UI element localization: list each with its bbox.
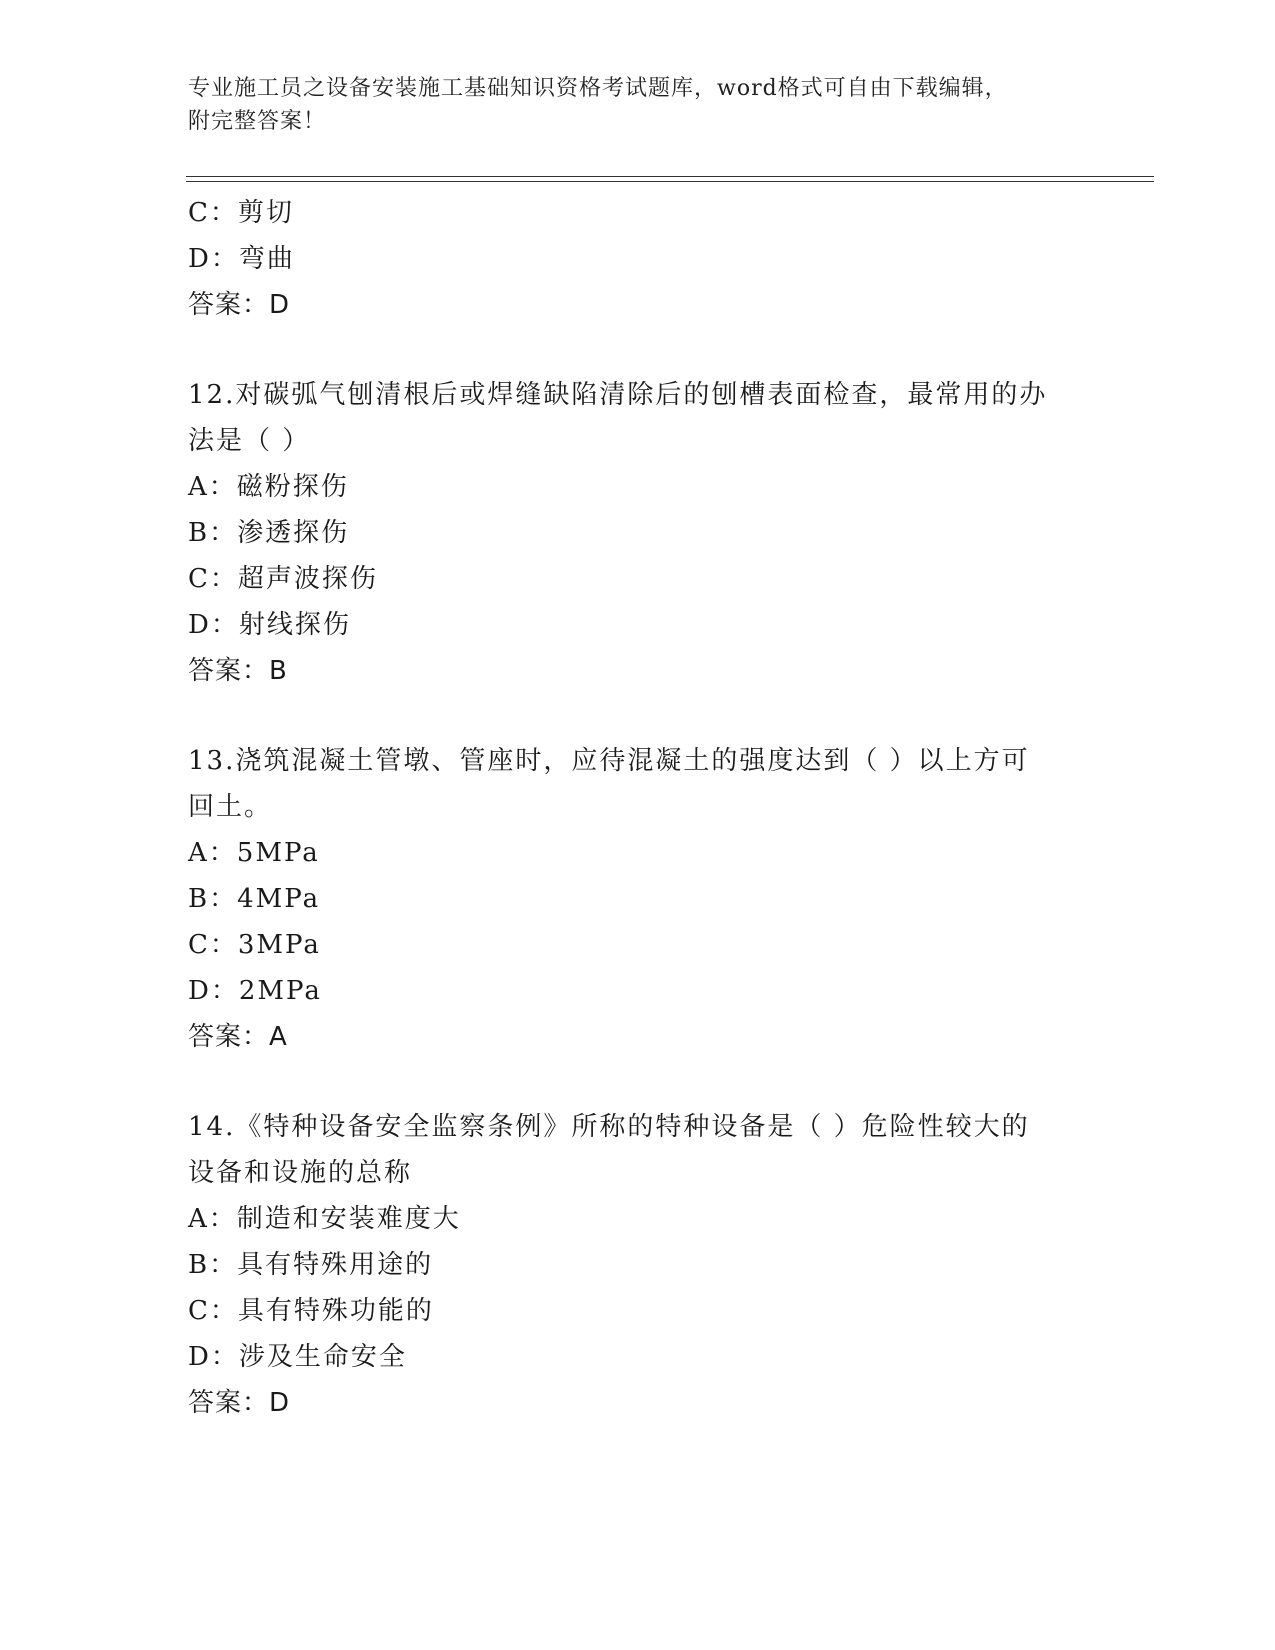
question-list — [188, 190, 1088, 1426]
question-13 — [188, 738, 1088, 1060]
answer-line: 答案：D — [188, 1388, 291, 1418]
question-14 — [188, 1104, 1088, 1426]
option-d: D：射线探伤 — [188, 610, 351, 640]
option-a: A：磁粉探伤 — [188, 472, 349, 502]
option-d: D：涉及生命安全 — [188, 1342, 407, 1372]
question-stem-line-2: 回土。 — [188, 792, 273, 822]
option-c: C：具有特殊功能的 — [188, 1296, 434, 1326]
option-a: A：5MPa — [188, 838, 320, 868]
option-b: B：具有特殊用途的 — [188, 1250, 434, 1280]
document-header — [188, 72, 1068, 138]
answer-line: 答案：B — [188, 656, 288, 686]
option-d: D：弯曲 — [188, 244, 295, 274]
header-divider-bottom — [186, 181, 1154, 182]
header-line-1: 专业施工员之设备安装施工基础知识资格考试题库，word格式可自由下载编辑， — [188, 76, 1008, 101]
header-line-2: 附完整答案！ — [188, 109, 327, 134]
question-12 — [188, 372, 1088, 694]
answer-line: 答案：D — [188, 290, 291, 320]
option-a: A：制造和安装难度大 — [188, 1204, 461, 1234]
question-stem-line-2: 设备和设施的总称 — [188, 1158, 413, 1188]
question-stem-line-1: 12.对碳弧气刨清根后或焊缝缺陷清除后的刨槽表面检查，最常用的办 — [188, 380, 1048, 410]
question-stem — [188, 1104, 1068, 1196]
question-stem-line-1: 14.《特种设备安全监察条例》所称的特种设备是（ ）危险性较大的 — [188, 1112, 1030, 1142]
header-divider-top — [186, 176, 1154, 177]
question-stem — [188, 372, 1068, 464]
question-stem-line-2: 法是（ ） — [188, 426, 311, 456]
option-b: B：渗透探伤 — [188, 518, 350, 548]
option-d: D：2MPa — [188, 976, 322, 1006]
option-b: B：4MPa — [188, 884, 321, 914]
question-stem — [188, 738, 1068, 830]
option-c: C：超声波探伤 — [188, 564, 378, 594]
option-c: C：剪切 — [188, 198, 294, 228]
answer-line: 答案：A — [188, 1022, 288, 1052]
option-c: C：3MPa — [188, 930, 321, 960]
previous-question-tail — [188, 190, 1088, 328]
question-stem-line-1: 13.浇筑混凝土管墩、管座时，应待混凝土的强度达到（ ）以上方可 — [188, 746, 1030, 776]
